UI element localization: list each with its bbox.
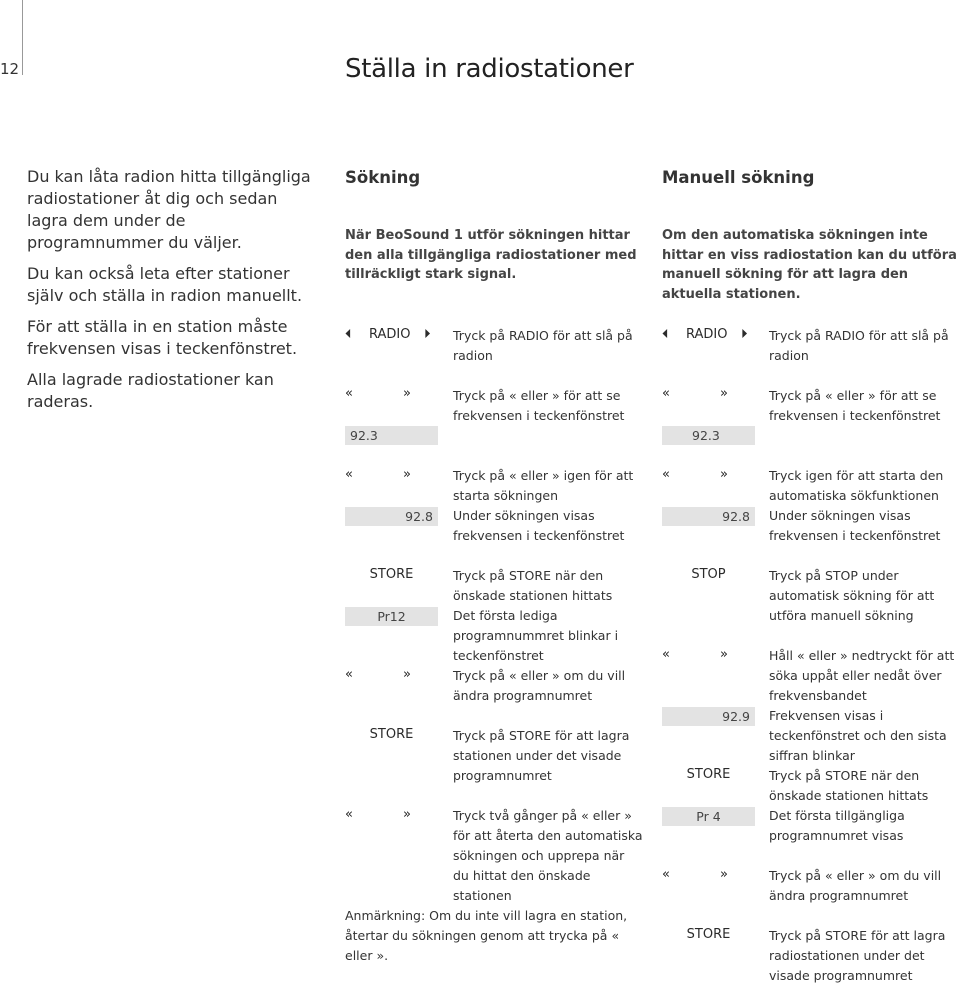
page-number: 12 [0, 60, 20, 78]
search-radio-desc: Tryck på RADIO för att slå på radion [453, 328, 633, 363]
rewind-icon: « [662, 867, 670, 882]
manual-step3-keys [662, 467, 742, 487]
manual-step2-desc: Tryck på « eller » för att se frekvensen i teckenfönstret [769, 388, 941, 423]
manual-step3-desc: Tryck igen för att starta den automatiska sökfunktionen [769, 468, 944, 503]
manual-store-desc: Tryck på STORE när den önskade stationen hittats [769, 768, 929, 803]
manual-heading: Manuell sökning [662, 168, 815, 187]
rewind-icon: « [345, 467, 353, 482]
fast-forward-icon: » [720, 867, 728, 882]
search-note: Anmärkning: Om du inte vill lagra en station, återtar du sökningen genom att trycka på « eller ». [345, 908, 628, 963]
search-step5-desc: Tryck på « eller » om du vill ändra programnumret [453, 668, 626, 703]
search-lead: När BeoSound 1 utför sökningen hittar den alla tillgängliga radiostationer med tillräckligt stark signal. [345, 228, 637, 282]
rewind-icon: « [345, 386, 353, 401]
intro-paragraph: Du kan också leta efter stationer själv och ställa in radion manuellt. [27, 264, 303, 305]
rewind-icon: « [662, 467, 670, 482]
store-key: STORE [369, 727, 414, 742]
manual-step3-desc2: Under sökningen visas frekvensen i teckenfönstret [769, 508, 941, 543]
manual-store2-desc: Tryck på STORE för att lagra radiostationen under det visade programnumret [769, 928, 946, 983]
intro-paragraph: För att ställa in en station måste frekvensen visas i teckenfönstret. [27, 317, 298, 358]
search-store-desc2: Det första lediga programnummret blinkar i teckenfönstret [453, 608, 619, 663]
manual-step2-keys [662, 386, 742, 406]
manual-store-desc2: Det första tillgängliga programnumret visas [769, 808, 905, 843]
display-readout: 92.3 [662, 426, 755, 445]
display-readout: 92.3 [345, 426, 438, 445]
search-step5-keys [345, 667, 425, 687]
search-step3-keys [345, 467, 425, 487]
manual-step7-keys [662, 867, 742, 887]
display-readout: 92.9 [662, 707, 755, 726]
manual-stop-desc: Tryck på STOP under automatisk sökning för att utföra manuell sökning [769, 568, 935, 623]
fast-forward-icon: » [720, 647, 728, 662]
manual-lead: Om den automatiska sökningen inte hittar en viss radiostation kan du utföra manuell sökning för att lagra den aktuella stationen. [662, 228, 957, 302]
rewind-icon: « [662, 647, 670, 662]
manual-hold-desc2: Frekvensen visas i teckenfönstret och den sista siffran blinkar [769, 708, 947, 763]
intro-paragraph: Du kan låta radion hitta tillgängliga radiostationer åt dig och sedan lagra dem under de programnummer du väljer. [27, 167, 311, 252]
fast-forward-icon: » [720, 467, 728, 482]
fast-forward-icon: » [403, 386, 411, 401]
search-step2-desc: Tryck på « eller » för att se frekvensen i teckenfönstret [453, 388, 625, 423]
rewind-icon: « [662, 386, 670, 401]
rewind-icon: « [345, 667, 353, 682]
left-arrow-icon: ⏴ [662, 327, 669, 342]
store-key: STORE [369, 567, 414, 582]
stop-key: STOP [691, 567, 726, 582]
radio-key: RADIO [369, 327, 411, 342]
intro-text [27, 166, 312, 422]
search-step3-desc: Tryck på « eller » igen för att starta sökningen [453, 468, 634, 503]
margin-rule [22, 0, 23, 75]
radio-key: RADIO [686, 327, 728, 342]
page-title: Ställa in radiostationer [345, 54, 634, 84]
search-step2-keys [345, 386, 425, 406]
search-step7-desc: Tryck två gånger på « eller » för att återta den automatiska sökningen och upprepa när du hittat den önskade stationen [453, 808, 643, 903]
store-key: STORE [686, 767, 731, 782]
fast-forward-icon: » [720, 386, 728, 401]
manual-radio-desc: Tryck på RADIO för att slå på radion [769, 328, 949, 363]
intro-paragraph: Alla lagrade radiostationer kan raderas. [27, 370, 274, 411]
display-readout: Pr12 [345, 607, 438, 626]
fast-forward-icon: » [403, 807, 411, 822]
display-readout: 92.8 [345, 507, 438, 526]
display-readout: 92.8 [662, 507, 755, 526]
search-heading: Sökning [345, 168, 421, 187]
right-arrow-icon: ⏵ [741, 327, 748, 342]
manual-step7-desc: Tryck på « eller » om du vill ändra programnumret [769, 868, 942, 903]
right-arrow-icon: ⏵ [424, 327, 431, 342]
search-step7-keys [345, 807, 425, 827]
search-step3-desc2: Under sökningen visas frekvensen i teckenfönstret [453, 508, 625, 543]
manual-hold-desc: Håll « eller » nedtryckt för att söka uppåt eller nedåt över frekvensbandet [769, 648, 955, 703]
fast-forward-icon: » [403, 667, 411, 682]
manual-hold-keys [662, 647, 742, 667]
fast-forward-icon: » [403, 467, 411, 482]
left-arrow-icon: ⏴ [345, 327, 352, 342]
store-key: STORE [686, 927, 731, 942]
search-store2-desc: Tryck på STORE för att lagra stationen under det visade programnumret [453, 728, 630, 783]
search-store-desc: Tryck på STORE när den önskade stationen hittats [453, 568, 613, 603]
display-readout: Pr 4 [662, 807, 755, 826]
rewind-icon: « [345, 807, 353, 822]
